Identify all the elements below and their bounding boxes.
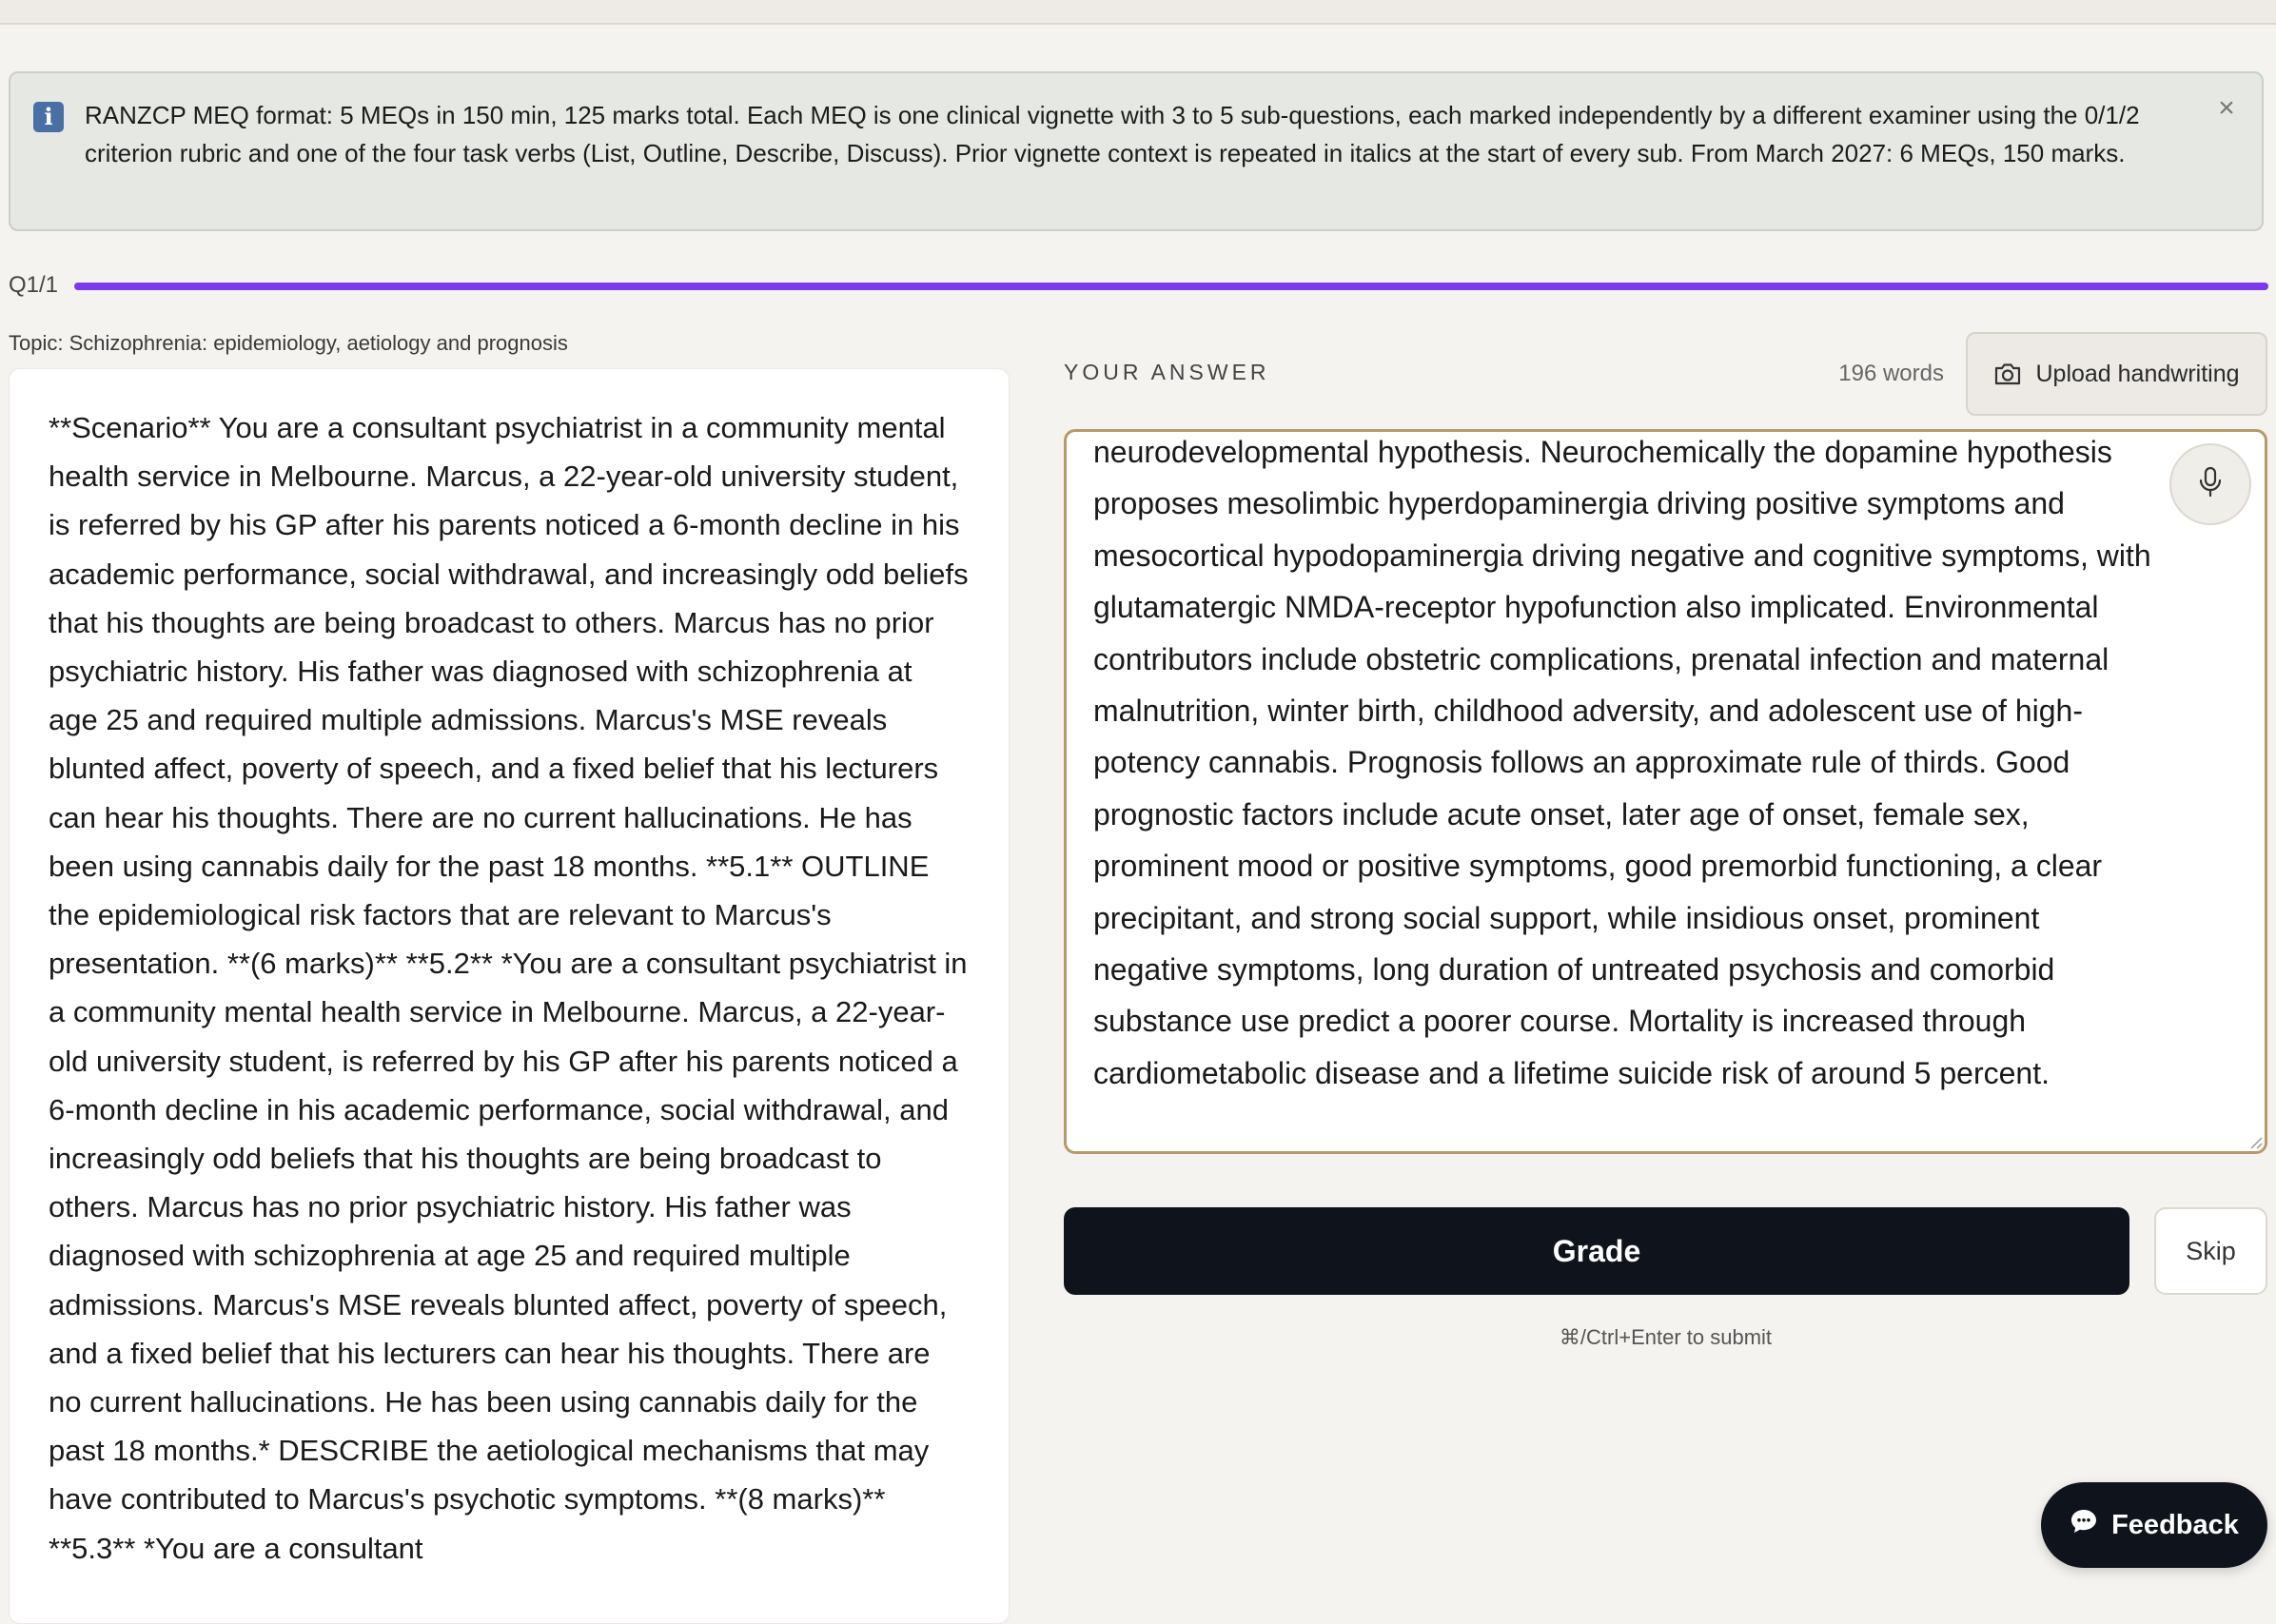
topic-label: Topic: Schizophrenia: epidemiology, aetiology and prognosis	[9, 331, 568, 355]
feedback-label: Feedback	[2111, 1509, 2239, 1540]
upload-handwriting-label: Upload handwriting	[2035, 360, 2240, 387]
feedback-button[interactable]	[2041, 1482, 2267, 1568]
info-banner	[9, 71, 2264, 231]
info-icon: i	[33, 102, 64, 132]
question-text: **Scenario** You are a consultant psychiatrist in a community mental health service in Melbourne. Marcus, a 22-year-old university student, is referred by his GP after his parents noticed a 6-month decline in his academic performance, social withdrawal, and increasingly odd beliefs that his thoughts are being broadcast to others. Marcus has no prior psychiatric history. His father was diagnosed with schizophrenia at age 25 and required multiple admissions. Marcus's MSE reveals blunted affect, poverty of speech, and a fixed belief that his lecturers can hear his thoughts. There are no current hallucinations. He has been using cannabis daily for the past 18 months. **5.1** OUTLINE the epidemiological risk factors that are relevant to Marcus's presentation. **(6 marks)** **5.2** *You are a consultant psychiatrist in a community mental health service in Melbourne. Marcus, a 22-year-old university student, is referred by his GP after his parents noticed a 6-month decline in his academic performance, social withdrawal, and increasingly odd beliefs that his thoughts are being broadcast to others. Marcus has no prior psychiatric history. His father was diagnosed with schizophrenia at age 25 and required multiple admissions. Marcus's MSE reveals blunted affect, poverty of speech, and a fixed belief that his lecturers can hear his thoughts. There are no current hallucinations. He has been using cannabis daily for the past 18 months.* DESCRIBE the aetiological mechanisms that may have contributed to Marcus's psychotic symptoms. **(8 marks)** **5.3** *You are a consultant	[49, 411, 969, 1565]
answer-text[interactable]: neurodevelopmental hypothesis. Neurochemically the dopamine hypothesis proposes mesolimbic hyperdopaminergia driving positive symptoms and mesocortical hypodopaminergia driving negative and cognitive symptoms, with glutamatergic NMDA-receptor hypofunction also implicated. Environmental contributors include obstetric complications, prenatal infection and maternal malnutrition, winter birth, childhood adversity, and adolescent use of high-potency cannabis. Prognosis follows an approximate rule of thirds. Good prognostic factors include acute onset, later age of onset, female sex, prominent mood or positive symptoms, good premorbid functioning, a clear precipitant, and strong social support, while insidious onset, prominent negative symptoms, long duration of untreated psychosis and comorbid substance use predict a poorer course. Mortality is increased through cardiometabolic disease and a lifetime suicide risk of around 5 percent.	[1093, 435, 2151, 1090]
grade-button[interactable]: Grade	[1064, 1207, 2129, 1295]
microphone-icon	[2198, 466, 2223, 503]
upload-handwriting-button[interactable]	[1966, 332, 2267, 416]
close-icon[interactable]: ×	[2218, 92, 2235, 124]
progress-bar-fill	[74, 283, 2268, 290]
progress-bar	[74, 283, 2268, 290]
word-count: 196 words	[1838, 361, 1944, 386]
answer-section-label: YOUR ANSWER	[1064, 360, 1270, 384]
top-bar	[0, 0, 2276, 25]
resize-handle-icon[interactable]	[2247, 1134, 2263, 1149]
answer-textarea[interactable]	[1064, 429, 2267, 1154]
submit-shortcut-hint: ⌘/Ctrl+Enter to submit	[1559, 1325, 1773, 1349]
question-card	[9, 368, 1010, 1624]
chat-bubble-icon	[2070, 1508, 2098, 1542]
info-banner-text: RANZCP MEQ format: 5 MEQs in 150 min, 125 marks total. Each MEQ is one clinical vignette with 3 to 5 sub-questions, each marked independently by a different examiner using the 0/1/2 criterion rubric and one of the four task verbs (List, Outline, Describe, Discuss). Prior vignette context is repeated in italics at the start of every sub. From March 2027: 6 MEQs, 150 marks.	[85, 101, 2140, 167]
camera-icon	[1993, 362, 2022, 386]
progress-label: Q1/1	[9, 272, 59, 298]
skip-button[interactable]: Skip	[2154, 1207, 2267, 1295]
microphone-button[interactable]	[2169, 443, 2251, 525]
